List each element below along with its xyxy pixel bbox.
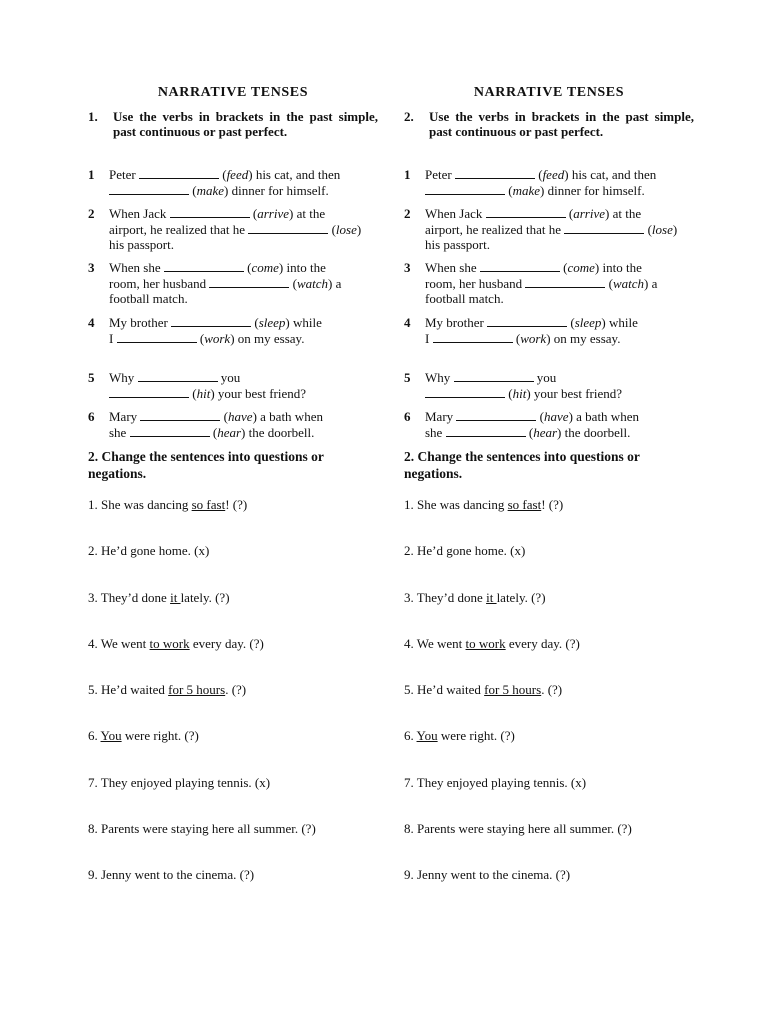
underlined-focus: it: [486, 590, 497, 605]
text-segment: Why: [425, 370, 454, 385]
answer-blank[interactable]: [525, 276, 605, 288]
text-segment: When she: [109, 260, 164, 275]
answer-blank[interactable]: [138, 370, 218, 382]
answer-blank[interactable]: [140, 409, 220, 421]
answer-blank[interactable]: [480, 260, 560, 272]
text-segment: I: [425, 330, 433, 346]
item-text: My brother (sleep) while I (work) on my essay.: [425, 315, 638, 346]
answer-blank[interactable]: [425, 386, 505, 398]
verb-hint: have: [544, 409, 569, 424]
verb-hint: lose: [335, 221, 357, 237]
sentence-text: ! (?): [225, 497, 248, 512]
exercise-1-text: Use the verbs in brackets in the past simple, past continuous or past perfect.: [113, 109, 378, 139]
verb-hint: work: [520, 330, 547, 346]
underlined-focus: it: [170, 590, 181, 605]
underlined-focus: You: [100, 728, 122, 743]
answer-blank[interactable]: [139, 167, 219, 179]
answer-blank[interactable]: [109, 183, 189, 195]
text-segment: Why: [109, 370, 138, 385]
text-segment: on my essay.: [234, 330, 305, 346]
exercise-2-item: [88, 636, 378, 651]
sentence-text: 7. They enjoyed playing tennis. (x): [88, 775, 271, 790]
exercise-2-item: [404, 775, 694, 790]
exercise-1-item: [404, 206, 694, 253]
text-segment: a bath when: [572, 409, 639, 424]
sentence-text: 3. They’d done: [404, 590, 487, 605]
underlined-focus: to work: [149, 636, 190, 651]
exercise-1-instruction: [88, 109, 378, 139]
exercise-2-item: [404, 497, 694, 512]
exercise-2-item: [404, 682, 694, 697]
exercise-1-item: [404, 167, 694, 198]
item-number: 3: [88, 260, 95, 275]
verb-hint: hear: [533, 424, 558, 440]
exercise-1-item: [404, 260, 694, 307]
item-number: 6: [88, 409, 95, 424]
exercise-2-item: [88, 821, 378, 836]
underlined-focus: so fast: [191, 497, 226, 512]
worksheet-column-right: [404, 0, 694, 1024]
text-segment: I: [109, 330, 117, 346]
verb-hint: sleep: [258, 315, 286, 330]
verb-hint: make: [196, 182, 225, 198]
item-number: 1: [404, 167, 411, 182]
text-segment: into the: [599, 260, 642, 275]
exercise-2-item: [404, 728, 694, 743]
underlined-focus: to work: [465, 636, 506, 651]
item-text: Mary (have) a bath when she (hear) the doorbell.: [425, 409, 639, 440]
answer-blank[interactable]: [456, 409, 536, 421]
item-text: When she (come) into the room, her husband (watch) a football match.: [425, 260, 661, 306]
verb-hint: watch: [612, 275, 645, 291]
sentence-text: 5. He’d waited: [88, 682, 169, 697]
sentence-text: . (?): [225, 682, 247, 697]
worksheet-column-left: [88, 0, 378, 1024]
exercise-2-item: [404, 590, 694, 605]
verb-hint: have: [228, 409, 253, 424]
text-segment: at the: [293, 206, 326, 221]
text-segment: your best friend?: [214, 385, 307, 401]
answer-blank[interactable]: [209, 276, 289, 288]
exercise-2-item: [88, 867, 378, 882]
sentence-text: lately. (?): [496, 590, 546, 605]
sentence-text: 1. She was dancing: [404, 497, 508, 512]
item-number: 5: [404, 370, 411, 385]
text-segment: dinner for himself.: [544, 182, 645, 198]
sentence-text: 3. They’d done: [88, 590, 171, 605]
item-text: Peter (feed) his cat, and then (make) dinner for himself.: [109, 167, 341, 198]
verb-hint: arrive: [573, 206, 606, 221]
answer-blank[interactable]: [433, 331, 513, 343]
exercise-2-item: [88, 497, 378, 512]
exercise-number: 1.: [88, 109, 98, 124]
text-segment: My brother: [425, 315, 488, 330]
verb-hint: come: [251, 260, 279, 275]
text-segment: his passport.: [425, 221, 681, 252]
item-text: My brother (sleep) while I (work) on my essay.: [109, 315, 322, 346]
sentence-text: lately. (?): [180, 590, 230, 605]
text-segment: Mary: [109, 409, 141, 424]
exercise-2-item: [404, 867, 694, 882]
worksheet-title: NARRATIVE TENSES: [157, 85, 309, 100]
text-segment: When Jack: [109, 206, 170, 221]
item-number: 5: [88, 370, 95, 385]
text-segment: a football match.: [109, 275, 345, 306]
item-text: When Jack (arrive) at the airport, he realized that he (lose) his passport.: [425, 206, 681, 252]
verb-hint: feed: [226, 167, 249, 182]
exercise-1-item: [88, 167, 378, 198]
sentence-text: 4. We went: [88, 636, 150, 651]
answer-blank[interactable]: [130, 425, 210, 437]
exercise-1-item: [88, 315, 378, 346]
sentence-text: every day. (?): [505, 636, 580, 651]
verb-hint: work: [204, 330, 231, 346]
item-number: 1: [88, 167, 95, 182]
exercise-1-item: [88, 409, 378, 440]
text-segment: on my essay.: [550, 330, 621, 346]
sentence-text: 4. We went: [404, 636, 466, 651]
exercise-1-item: [404, 315, 694, 346]
underlined-focus: You: [416, 728, 438, 743]
text-segment: at the: [609, 206, 642, 221]
text-segment: airport, he realized that he: [109, 221, 249, 237]
exercise-2-item: [404, 636, 694, 651]
worksheet-title: NARRATIVE TENSES: [473, 85, 625, 100]
text-segment: his passport.: [109, 221, 365, 252]
verb-hint: sleep: [574, 315, 602, 330]
text-segment: a football match.: [425, 275, 661, 306]
answer-blank[interactable]: [487, 315, 567, 327]
sentence-text: ! (?): [541, 497, 564, 512]
underlined-focus: so fast: [507, 497, 542, 512]
exercise-2-item: [88, 590, 378, 605]
answer-blank[interactable]: [486, 206, 566, 218]
item-number: 2: [404, 206, 411, 221]
exercise-2-instruction: 2. Change the sentences into questions or negations.: [88, 449, 324, 481]
text-segment: dinner for himself.: [228, 182, 329, 198]
text-segment: you: [533, 370, 560, 385]
verb-hint: hit: [512, 385, 527, 401]
text-segment: When Jack: [425, 206, 486, 221]
item-text: When she (come) into the room, her husband (watch) a football match.: [109, 260, 345, 306]
answer-blank[interactable]: [170, 206, 250, 218]
text-segment: into the: [283, 260, 326, 275]
text-segment: she: [109, 424, 130, 440]
exercise-number: 2.: [404, 109, 414, 124]
underlined-focus: for 5 hours: [484, 682, 542, 697]
exercise-1-item: [88, 370, 378, 401]
text-segment: while: [289, 315, 322, 330]
verb-hint: come: [567, 260, 595, 275]
sentence-text: . (?): [541, 682, 563, 697]
verb-hint: hit: [196, 385, 211, 401]
text-segment: the doorbell.: [245, 424, 315, 440]
answer-blank[interactable]: [425, 183, 505, 195]
text-segment: When she: [425, 260, 480, 275]
item-text: When Jack (arrive) at the airport, he realized that he (lose) his passport.: [109, 206, 365, 252]
text-segment: your best friend?: [530, 385, 623, 401]
sentence-text: 2. He’d gone home. (x): [404, 543, 526, 558]
exercise-1-item: [404, 409, 694, 440]
sentence-text: 7. They enjoyed playing tennis. (x): [404, 775, 587, 790]
sentence-text: 8. Parents were staying here all summer. (?): [88, 821, 316, 836]
answer-blank[interactable]: [248, 222, 328, 234]
verb-hint: hear: [217, 424, 242, 440]
text-segment: My brother: [109, 315, 172, 330]
answer-blank[interactable]: [164, 260, 244, 272]
sentence-text: 6.: [404, 728, 417, 743]
exercise-2-item: [88, 775, 378, 790]
item-number: 2: [88, 206, 95, 221]
exercise-1-text: Use the verbs in brackets in the past simple, past continuous or past perfect.: [429, 109, 694, 139]
text-segment: you: [217, 370, 244, 385]
text-segment: his cat, and then: [252, 167, 341, 182]
answer-blank[interactable]: [454, 370, 534, 382]
text-segment: Peter: [109, 167, 139, 182]
exercise-2-item: [88, 682, 378, 697]
text-segment: the doorbell.: [561, 424, 631, 440]
item-text: Peter (feed) his cat, and then (make) dinner for himself.: [425, 167, 657, 198]
verb-hint: make: [512, 182, 541, 198]
item-number: 6: [404, 409, 411, 424]
verb-hint: lose: [651, 221, 673, 237]
text-segment: Mary: [425, 409, 457, 424]
sentence-text: were right. (?): [121, 728, 199, 743]
text-segment: while: [605, 315, 638, 330]
exercise-1-item: [88, 206, 378, 253]
item-text: Mary (have) a bath when she (hear) the doorbell.: [109, 409, 323, 440]
sentence-text: 6.: [88, 728, 101, 743]
text-segment: his cat, and then: [568, 167, 657, 182]
answer-blank[interactable]: [564, 222, 644, 234]
answer-blank[interactable]: [171, 315, 251, 327]
sentence-text: 1. She was dancing: [88, 497, 192, 512]
verb-hint: arrive: [257, 206, 290, 221]
sentence-text: 9. Jenny went to the cinema. (?): [404, 867, 571, 882]
exercise-1-item: [404, 370, 694, 401]
text-segment: a bath when: [256, 409, 323, 424]
sentence-text: 9. Jenny went to the cinema. (?): [88, 867, 255, 882]
sentence-text: 2. He’d gone home. (x): [88, 543, 210, 558]
exercise-1-item: [88, 260, 378, 307]
exercise-2-item: [88, 543, 378, 558]
exercise-2-item: [404, 821, 694, 836]
item-number: 3: [404, 260, 411, 275]
text-segment: Peter: [425, 167, 455, 182]
item-text: Why you (hit) your best friend?: [109, 370, 307, 401]
sentence-text: 8. Parents were staying here all summer. (?): [404, 821, 632, 836]
sentence-text: 5. He’d waited: [404, 682, 485, 697]
answer-blank[interactable]: [455, 167, 535, 179]
text-segment: airport, he realized that he: [425, 221, 565, 237]
text-segment: room, her husband: [425, 275, 526, 291]
text-segment: room, her husband: [109, 275, 210, 291]
underlined-focus: for 5 hours: [168, 682, 226, 697]
verb-hint: watch: [296, 275, 329, 291]
sentence-text: were right. (?): [437, 728, 515, 743]
exercise-2-instruction: 2. Change the sentences into questions or negations.: [404, 449, 640, 481]
answer-blank[interactable]: [109, 386, 189, 398]
item-number: 4: [404, 315, 411, 330]
exercise-1-instruction: [404, 109, 694, 139]
exercise-2-item: [88, 728, 378, 743]
answer-blank[interactable]: [117, 331, 197, 343]
exercise-2-item: [404, 543, 694, 558]
text-segment: she: [425, 424, 446, 440]
verb-hint: feed: [542, 167, 565, 182]
answer-blank[interactable]: [446, 425, 526, 437]
sentence-text: every day. (?): [189, 636, 264, 651]
item-number: 4: [88, 315, 95, 330]
item-text: Why you (hit) your best friend?: [425, 370, 623, 401]
